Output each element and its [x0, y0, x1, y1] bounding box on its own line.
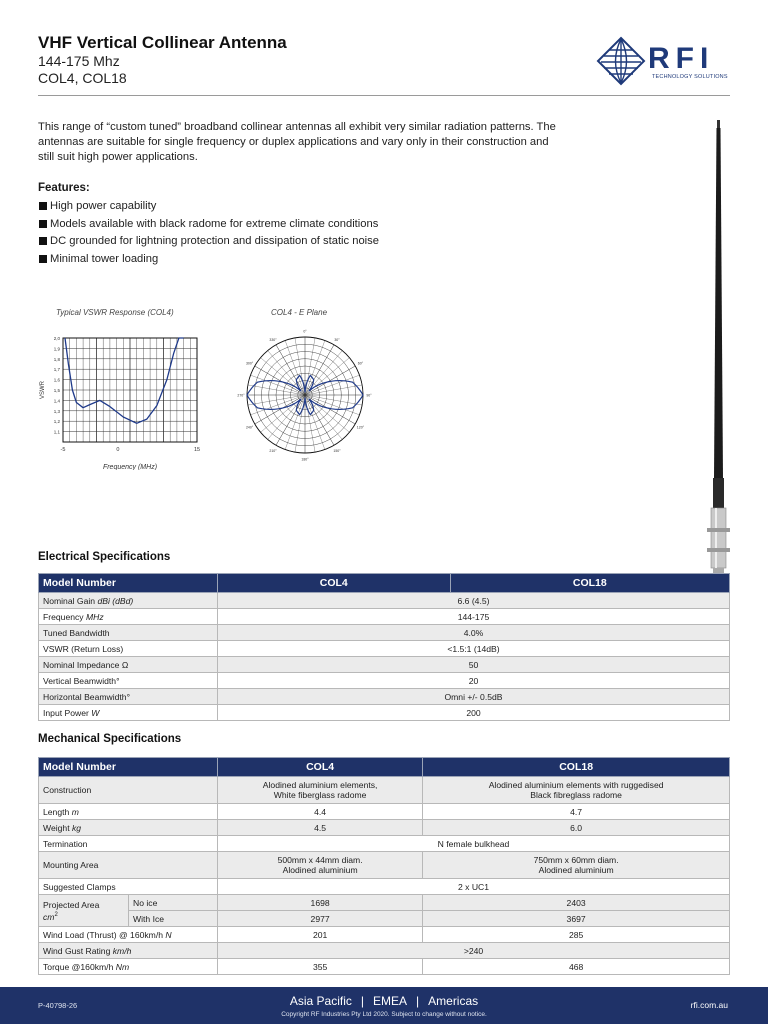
column-header: COL4: [218, 574, 451, 593]
column-header: Model Number: [39, 758, 218, 777]
angle-label: 30°: [334, 338, 340, 343]
column-header: COL18: [450, 574, 729, 593]
e-plane-polar-chart: [235, 325, 375, 465]
row-label: VSWR (Return Loss): [39, 641, 218, 657]
row-value: <1.5:1 (14dB): [218, 641, 730, 657]
row-value-col18: Alodined aluminium elements with ruggedised Black fibreglass radome: [423, 777, 730, 804]
square-bullet-icon: [39, 237, 47, 245]
table-header-row: [39, 758, 730, 777]
row-label: Frequency MHz: [39, 609, 218, 625]
row-label: Termination: [39, 836, 218, 852]
table-row: [39, 609, 730, 625]
region-americas: Americas: [428, 994, 479, 1008]
row-label: Mounting Area: [39, 852, 218, 879]
row-label: Suggested Clamps: [39, 879, 218, 895]
rfi-logo: [596, 36, 736, 86]
region-emea: EMEA: [373, 994, 408, 1008]
row-value: 200: [218, 705, 730, 721]
column-header: COL4: [218, 758, 423, 777]
table-row: [39, 641, 730, 657]
angle-label: 330°: [269, 338, 277, 343]
table-row: [39, 625, 730, 641]
y-tick-label: 1,8: [53, 356, 60, 362]
row-value-col18: 4.7: [423, 804, 730, 820]
intro-paragraph: This range of “custom tuned” broadband collinear antennas all exhibit very similar radiation patterns. The antennas are suitable for single frequency or duplex applications and vary only in their construction and still suit high power applications.: [38, 121, 556, 163]
row-value-col18: 285: [423, 927, 730, 943]
row-label: Torque @160km/h Nm: [39, 959, 218, 975]
electrical-specs-table: [38, 573, 730, 721]
angle-label: 60°: [357, 361, 364, 366]
row-label: Input Power W: [39, 705, 218, 721]
row-sublabel: With Ice: [129, 911, 218, 927]
feature-item: DC grounded for lightning protection and dissipation of static noise: [38, 235, 398, 248]
table-row: [39, 593, 730, 609]
table-row: [39, 705, 730, 721]
angle-label: 120°: [356, 425, 365, 430]
square-bullet-icon: [39, 255, 47, 263]
features-heading: Features:: [38, 182, 90, 194]
regions-bar: Asia Pacific | EMEA | Americas: [289, 994, 479, 1008]
row-value: 20: [218, 673, 730, 689]
row-value: 6.6 (4.5): [218, 593, 730, 609]
row-value: Omni +/- 0.5dB: [218, 689, 730, 705]
y-tick-label: 1,9: [53, 346, 60, 352]
table-row: [39, 777, 730, 804]
model-list: COL4, COL18: [38, 70, 127, 86]
y-tick-label: 1,4: [53, 398, 60, 404]
y-tick-label: 2,0: [53, 336, 60, 341]
logo-tagline: TECHNOLOGY SOLUTIONS: [652, 74, 728, 80]
table-row: [39, 895, 730, 911]
square-bullet-icon: [39, 220, 47, 228]
page-title: VHF Vertical Collinear Antenna: [38, 33, 287, 52]
angle-label: 210°: [269, 448, 277, 453]
row-label: Wind Load (Thrust) @ 160km/h N: [39, 927, 218, 943]
row-label: Projected Area $cm^2$: [39, 895, 129, 927]
angle-label: 90°: [366, 393, 372, 398]
table-row: [39, 879, 730, 895]
y-axis-label: VSWR: [40, 381, 46, 399]
angle-label: 150°: [333, 448, 341, 453]
table-row: [39, 911, 730, 927]
copyright-notice: Copyright RF Industries Pty Ltd 2020. Subject to change without notice.: [281, 1011, 487, 1018]
table-row: [39, 804, 730, 820]
vswr-chart-title: Typical VSWR Response (COL4): [56, 308, 174, 317]
row-label: Vertical Beamwidth°: [39, 673, 218, 689]
feature-item: High power capability: [38, 200, 398, 213]
logo-wordmark: RFI: [648, 42, 715, 75]
header-divider: [38, 95, 730, 96]
row-label: Length m: [39, 804, 218, 820]
row-label: Wind Gust Rating km/h: [39, 943, 218, 959]
y-tick-label: 1,7: [53, 367, 60, 373]
vswr-series-line: [65, 338, 184, 423]
row-value-col4: 500mm x 44mm diam. Alodined aluminium: [218, 852, 423, 879]
y-tick-label: 1,3: [53, 408, 60, 414]
row-value-col18: 3697: [423, 911, 730, 927]
frequency-range: 144-175 Mhz: [38, 53, 120, 69]
table-row: [39, 689, 730, 705]
row-value-col18: 2403: [423, 895, 730, 911]
table-row: [39, 959, 730, 975]
y-tick-label: 1,1: [53, 429, 60, 435]
row-value-col4: 4.4: [218, 804, 423, 820]
mechanical-specs-heading: Mechanical Specifications: [38, 733, 182, 745]
row-value: 4.0%: [218, 625, 730, 641]
table-row: [39, 673, 730, 689]
table-row: [39, 836, 730, 852]
document-code: P-40798-26: [38, 1001, 78, 1010]
column-header: COL18: [423, 758, 730, 777]
globe-diamond-icon: [596, 36, 646, 86]
row-label: Weight kg: [39, 820, 218, 836]
x-axis-label: Frequency (MHz): [102, 464, 158, 470]
table-row: [39, 820, 730, 836]
row-value: N female bulkhead: [218, 836, 730, 852]
page-footer: [0, 987, 768, 1024]
x-tick-label: -5: [60, 447, 66, 453]
row-value-col4: 4.5: [218, 820, 423, 836]
row-value-col4: Alodined aluminium elements, White fiberglass radome: [218, 777, 423, 804]
row-sublabel: No ice: [129, 895, 218, 911]
feature-item: Models available with black radome for extreme climate conditions: [38, 218, 398, 231]
row-value-col4: 2977: [218, 911, 423, 927]
table-header-row: [39, 574, 730, 593]
y-tick-label: 1,2: [53, 419, 60, 425]
table-row: [39, 927, 730, 943]
x-tick-label: 0: [116, 447, 120, 453]
row-value: 144-175: [218, 609, 730, 625]
antenna-illustration: [690, 118, 740, 578]
angle-label: 0°: [303, 329, 307, 334]
row-value-col18: 468: [423, 959, 730, 975]
vswr-chart: [38, 330, 208, 470]
website-link[interactable]: rfi.com.au: [690, 1000, 728, 1010]
row-value: 2 x UC1: [218, 879, 730, 895]
row-value-col4: 355: [218, 959, 423, 975]
mechanical-specs-table: [38, 757, 730, 975]
feature-item: Minimal tower loading: [38, 253, 398, 266]
table-row: [39, 852, 730, 879]
y-tick-label: 1,6: [53, 377, 60, 383]
column-header: Model Number: [39, 574, 218, 593]
angle-label: 180°: [301, 457, 309, 462]
region-asia-pacific: Asia Pacific: [289, 994, 352, 1008]
row-label: Nominal Impedance Ω: [39, 657, 218, 673]
row-label: Horizontal Beamwidth°: [39, 689, 218, 705]
x-tick-label: 15: [193, 447, 201, 453]
table-row: [39, 657, 730, 673]
angle-label: 240°: [245, 425, 254, 430]
angle-label: 270°: [237, 393, 245, 398]
row-value-col18: 750mm x 60mm diam. Alodined aluminium: [423, 852, 730, 879]
electrical-specs-heading: Electrical Specifications: [38, 551, 171, 563]
square-bullet-icon: [39, 202, 47, 210]
row-value: 50: [218, 657, 730, 673]
angle-label: 300°: [245, 361, 254, 366]
row-label: Construction: [39, 777, 218, 804]
row-value: >240: [218, 943, 730, 959]
y-tick-label: 1,5: [53, 388, 60, 393]
row-label: Tuned Bandwidth: [39, 625, 218, 641]
polar-chart-title: COL4 - E Plane: [271, 308, 328, 317]
table-row: [39, 943, 730, 959]
row-label: Nominal Gain dBi (dBd): [39, 593, 218, 609]
row-value-col18: 6.0: [423, 820, 730, 836]
row-value-col4: 1698: [218, 895, 423, 911]
row-value-col4: 201: [218, 927, 423, 943]
features-list: [38, 200, 398, 270]
